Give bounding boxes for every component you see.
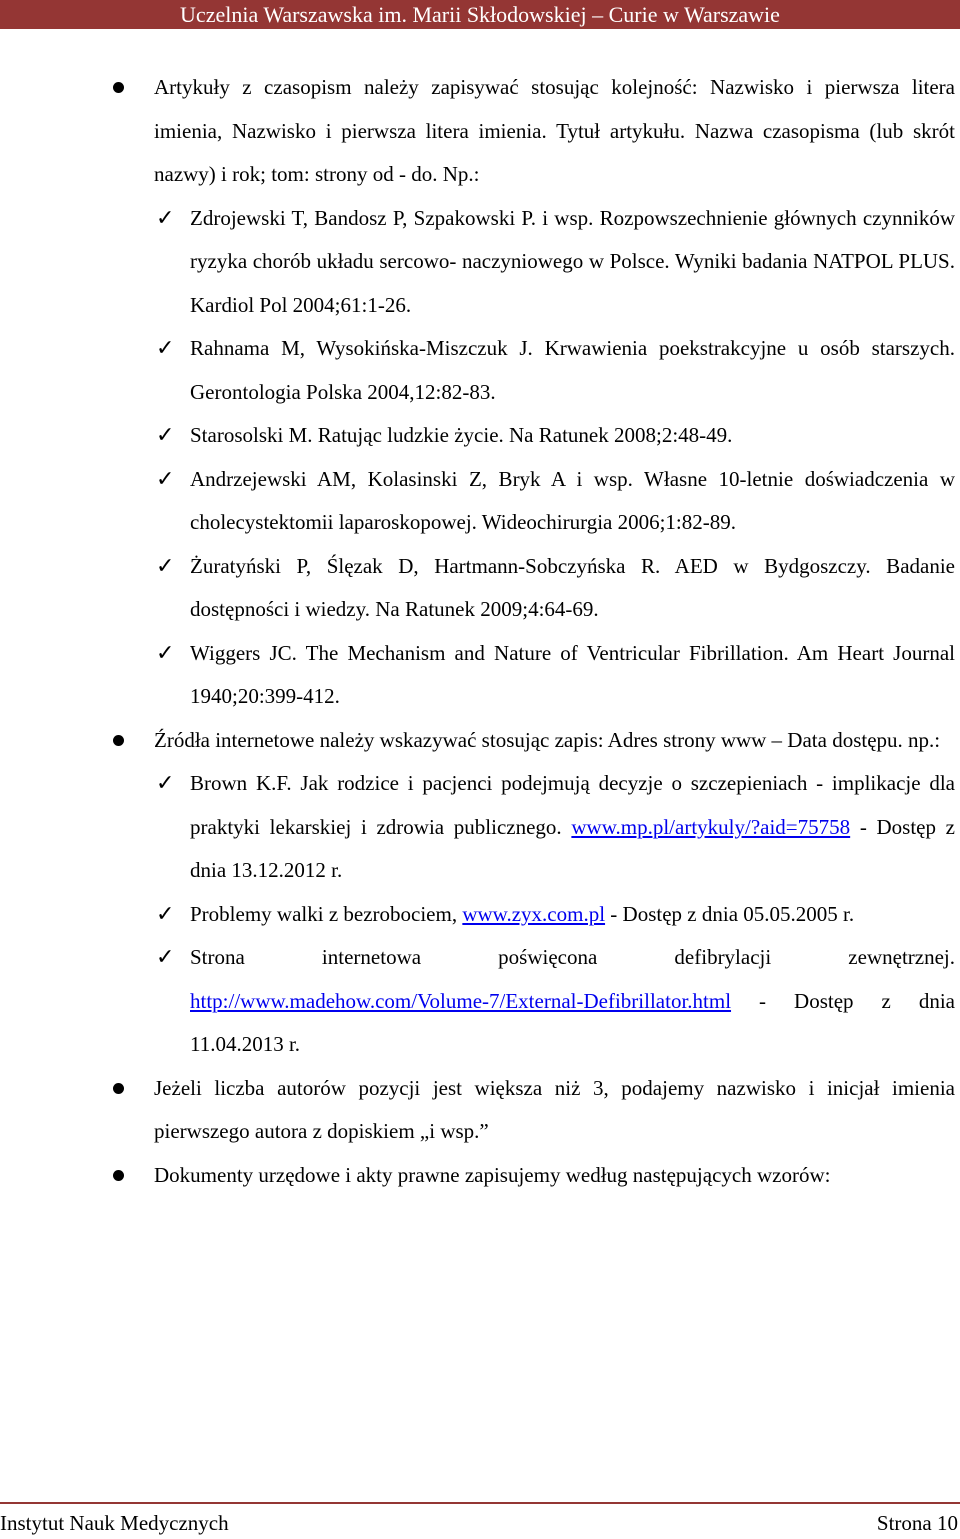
bullet-item xyxy=(0,66,960,197)
reference-item xyxy=(0,545,960,632)
reference-text: Rahnama M, Wysokińska-Miszczuk J. Krwawienia poekstrakcyjne u osób starszych. Gerontologia Polska 2004,12:82-83. xyxy=(190,336,955,404)
reference-link[interactable]: www.zyx.com.pl xyxy=(462,901,606,926)
checkmark-icon: ✓ xyxy=(156,205,175,231)
reference-text: Problemy walki z bezrobociem, xyxy=(190,901,463,926)
checkmark-icon: ✓ xyxy=(156,553,175,579)
bullet-text: Źródła internetowe należy wskazywać stosując zapis: Adres strony www – Data dostępu. np.: xyxy=(154,727,941,752)
page-number: Strona 10 xyxy=(876,1511,958,1535)
checkmark-icon: ✓ xyxy=(156,336,175,361)
bullet-item xyxy=(0,1154,960,1198)
reference-text: Żuratyński P, Ślęzak D, Hartmann-Sobczyńska R. AED w Bydgoszczy. Badanie dostępności i wiedzy. Na Ratunek 2009;4:64-69. xyxy=(190,553,955,621)
page-header xyxy=(0,0,960,29)
bullet-dot-icon xyxy=(113,1083,124,1094)
web-reference-item xyxy=(0,936,960,1067)
reference-item xyxy=(0,632,960,719)
footer-divider xyxy=(0,1502,960,1504)
checkmark-icon: ✓ xyxy=(156,901,175,927)
reference-item xyxy=(0,197,960,328)
bullet-item xyxy=(0,1067,960,1154)
reference-item xyxy=(0,327,960,414)
reference-text: Andrzejewski AM, Kolasinski Z, Bryk A i wsp. Własne 10-letnie doświadczenia w cholecystektomii laparoskopowej. Wideochirurgia 2006;1:82-89. xyxy=(190,466,955,534)
reference-text: Strona internetowa poświęcona defibrylacji zewnętrznej. xyxy=(190,945,955,969)
web-reference-item xyxy=(0,893,960,937)
reference-access-date: - Dostęp z dnia 05.05.2005 r. xyxy=(605,901,855,926)
reference-text: Wiggers JC. The Mechanism and Nature of Ventricular Fibrillation. Am Heart Journal 1940;20:399-412. xyxy=(190,640,955,708)
reference-text: Zdrojewski T, Bandosz P, Szpakowski P. i wsp. Rozpowszechnienie głównych czynników ryzyka chorób układu sercowo- naczyniowego w Polsce. Wyniki badania NATPOL PLUS. Kardiol Pol 2004;61:1-26. xyxy=(190,205,955,317)
reference-text: Brown K.F. Jak rodzice i pacjenci podejmują decyzje o szczepieniach - implikacje dla praktyki lekarskiej i zdrowia publicznego. xyxy=(190,771,955,839)
bullet-text: Jeżeli liczba autorów pozycji jest większa niż 3, podajemy nazwisko i inicjał imienia pierwszego autora z dopiskiem „i wsp.” xyxy=(154,1075,955,1143)
reference-link[interactable]: www.mp.pl/artykuly/?aid=75758 xyxy=(571,814,851,839)
checkmark-icon: ✓ xyxy=(156,423,175,448)
document-body xyxy=(0,66,960,1197)
reference-access-date: - Dostęp z dnia 11.04.2013 r. xyxy=(190,988,955,1056)
reference-text: Starosolski M. Ratując ludzkie życie. Na Ratunek 2008;2:48-49. xyxy=(190,423,733,447)
bullet-text: Dokumenty urzędowe i akty prawne zapisujemy według następujących wzorów: xyxy=(154,1162,831,1187)
checkmark-icon: ✓ xyxy=(156,466,175,492)
header-title: Uczelnia Warszawska im. Marii Skłodowskiej – Curie w Warszawie xyxy=(180,2,780,27)
bullet-dot-icon xyxy=(113,82,124,93)
checkmark-icon: ✓ xyxy=(156,945,175,970)
reference-link[interactable]: http://www.madehow.com/Volume-7/External-Defibrillator.html xyxy=(190,988,732,1013)
checkmark-icon: ✓ xyxy=(156,640,175,666)
reference-access-date: - Dostęp z dnia 13.12.2012 r. xyxy=(190,814,956,882)
footer-institute: Instytut Nauk Medycznych xyxy=(0,1511,229,1535)
reference-item xyxy=(0,414,960,458)
bullet-dot-icon xyxy=(113,735,124,746)
checkmark-icon: ✓ xyxy=(156,771,175,796)
reference-item xyxy=(0,458,960,545)
bullet-text: Artykuły z czasopism należy zapisywać stosując kolejność: Nazwisko i pierwsza litera imienia, Nazwisko i pierwsza litera imienia. Tytuł artykułu. Nazwa czasopisma (lub skrót nazwy) i rok; tom: strony od - do. Np.: xyxy=(154,75,955,186)
bullet-dot-icon xyxy=(113,1170,124,1181)
bullet-item xyxy=(0,719,960,763)
web-reference-item xyxy=(0,762,960,893)
